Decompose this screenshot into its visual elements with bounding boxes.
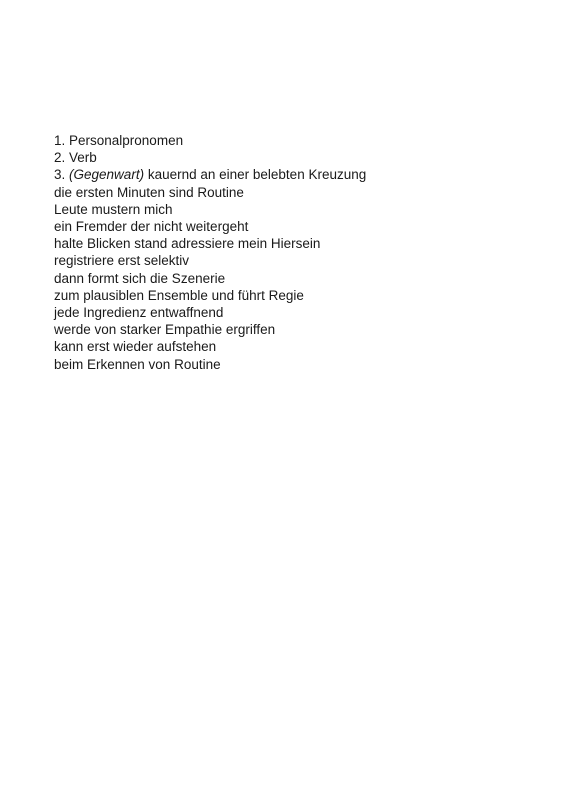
poem-line: jede Ingredienz entwaffnend [54, 305, 224, 321]
poem-line: halte Blicken stand adressiere mein Hiersein [54, 236, 321, 252]
poem-line: registriere erst selektiv [54, 253, 190, 269]
poem-text-block [54, 132, 366, 373]
list-item-personal-pronoun: 1. Personalpronomen [54, 133, 184, 148]
poem-line: kann erst wieder aufstehen [54, 339, 217, 355]
poem-line: Leute mustern mich [54, 201, 173, 217]
poem-line: die ersten Minuten sind Routine [54, 184, 244, 200]
list-item-number: 3. [54, 167, 66, 183]
list-item-verb: 2. Verb [54, 150, 97, 166]
poem-line: zum plausiblen Ensemble und führt Regie [54, 287, 304, 303]
poem-line: ein Fremder der nicht weitergeht [54, 219, 249, 235]
poem-line: werde von starker Empathie ergriffen [54, 322, 276, 338]
list-item-present-tense [54, 166, 366, 183]
poem-line: dann formt sich die Szenerie [54, 270, 226, 286]
list-item-text: kauernd an einer belebten Kreuzung [147, 167, 367, 183]
tense-note: (Gegenwart) [69, 167, 145, 183]
poem-line: beim Erkennen von Routine [54, 356, 221, 372]
